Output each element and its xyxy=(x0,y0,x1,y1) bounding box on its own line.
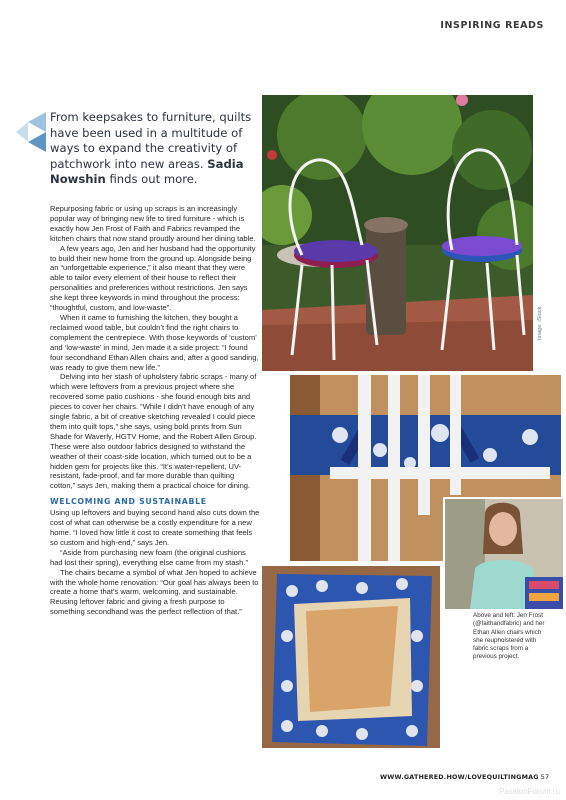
paragraph: “Aside from purchasing new foam (the original cushions had lost their spring), everything else came from my stash.” xyxy=(50,547,248,567)
watermark: PassionForum.ru xyxy=(499,787,560,796)
section-tag: INSPIRING READS xyxy=(440,20,544,31)
paragraph: Repurposing fabric or using up scraps is an increasingly popular way of bringing new life to tired furniture - which is exactly how Jen Frost of Faith and Fabrics revamped the kitchen chairs that now stand proudly around her dining table. xyxy=(50,204,256,243)
page-number: 57 xyxy=(540,773,550,781)
author-name: Sadia Nowshin xyxy=(50,156,244,187)
photo-caption: Above and left: Jen Frost (@faithandfabric) and her Ethan Allen chairs which she reupholstered with fabric scraps from a previous project. xyxy=(473,612,545,661)
paragraph: The chairs became a symbol of what Jen hoped to achieve with the whole home renovation: “Our goal has always been to create a home that’s warm, welcoming, and sustainable. Reusing leftover fabric and giving a fresh purpose to something secondhand was the perfect reflection of that.” xyxy=(50,567,259,617)
footer xyxy=(380,773,549,781)
paragraph: A few years ago, Jen and her husband had the opportunity to build their new home from the ground up. Alongside being an “unforgettable experience,” it also meant that they were able to tailor every element of their house to reflect their personalities and preferences without restrictions. Jen says she kept three keywords in mind throughout the process: “thoughtful, custom, and low-waste”. xyxy=(50,243,256,313)
paragraph: When it came to furnishing the kitchen, they bought a reclaimed wood table, but couldn’t find the right chairs to complement the centrepiece. With those keywords of ‘custom’ and ‘low-waste’ in mind, Jen made it a side project: “I found four secondhand Ethan Allen chairs and, after a good sanding, was ready to give them new life.” xyxy=(50,312,259,372)
intro-text: From keepsakes to furniture, quilts have been used in a multitude of ways to expand the creativity of patchwork into new areas. xyxy=(50,110,252,171)
section-heading: WELCOMING AND SUSTAINABLE xyxy=(50,497,207,507)
seat-cushion-photo xyxy=(262,566,440,748)
author-suffix: finds out more. xyxy=(105,172,198,187)
garden-chairs-photo xyxy=(262,95,533,371)
image-credit: Image: iStock xyxy=(537,306,543,340)
paragraph: Using up leftovers and buying second hand also cuts down the cost of what can otherwise be a costly expenditure for a new home. “I loved how little it cost to create something that feels so custom and high-end,” says Jen. xyxy=(50,508,260,547)
footer-url[interactable]: WWW.GATHERED.HOW/LOVEQUILTINGMAG xyxy=(380,773,539,781)
portrait-photo xyxy=(443,497,565,611)
article-body xyxy=(50,204,260,617)
triangle-decoration-icon xyxy=(16,112,46,152)
intro-standfirst xyxy=(50,110,255,188)
paragraph: Delving into her stash of upholstery fabric scraps - many of which were leftovers from a previous project where she recovered some patio cushions - she found enough bits and pieces to cover her chairs. “While I didn’t have enough of any single fabric, a bit of creative sketching revealed I could piece them into quilt tops,” she says, using bold prints from Sun Shade for Waverly, HGTV Home, and the Robert Allen Group. These were also outdoor fabrics designed to withstand the weather of their coast-side location, which turned out to be a hidden gem for projects like this. “It’s water-repellent, UV-resistant, fade-proof, and far more durable than quilting cotton,” says Jen, making them a practical choice for dining. xyxy=(50,372,257,491)
